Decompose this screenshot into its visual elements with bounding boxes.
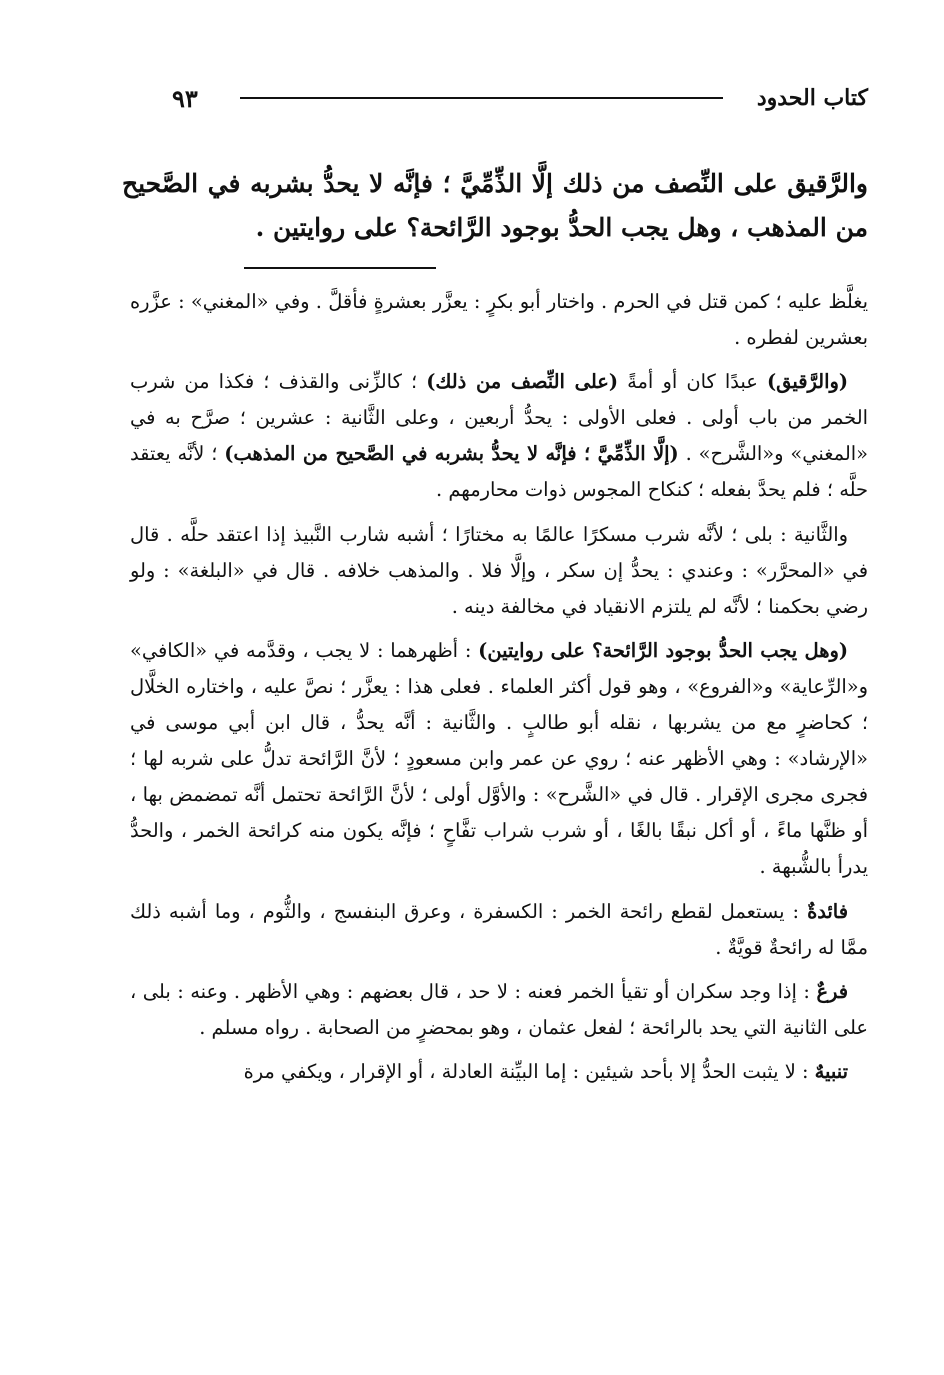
commentary-text: عبدًا كان أو أمةً [618,370,767,394]
commentary-paragraph [130,284,868,356]
commentary-paragraph [130,633,868,886]
note-text: : إذا وجد سكران أو تقيأ الخمر فعنه : لا حد ، قال بعضهم : وهي الأظهر . وعنه : بلى ، على الثانية التي يحد بالرائحة ؛ لفعل عثمان ، وهو بمحضرٍ من الصحابة . رواه مسلم . [130,979,868,1039]
note-paragraph [130,894,868,966]
commentary-text: ؛ كالزِّنى والقذف ؛ فكذا من شرب الخمر من باب أولى . فعلى الأولى : يحدُّ أربعين ، وعلى الثَّانية : عشرين ؛ صرَّح به في «المغني» و«الشَّرح» . [130,370,868,466]
commentary-text: : أظهرهما : لا يجب ، وقدَّمه في «الكافي» و«الرِّعاية» و«الفروع» ، وهو قول أكثر العلماء . فعلى هذا : يعزَّر ؛ نصَّ عليه ، واختاره الخلَّال ؛ كحاضرٍ مع من يشربها ، نقله أبو طالبٍ . والثَّانية : أنَّه يحدُّ ، قال ابن أبي موسى في «الإرشاد» : وهي الأظهر عنه ؛ روي عن عمر وابن مسعودٍ ؛ لأنَّ الرَّائحة تدلُّ على شربه لها ؛ فجرى مجرى الإقرار . قال في «الشَّرح» : والأوَّل أولى ؛ لأنَّ الرَّائحة تحتمل أنَّه تمضمض بها ، أو ظنَّها ماءً ، أو أكل نبقًا بالغًا ، أو شرب شراب تفَّاحٍ ؛ فإنَّه يكون منه كرائحة الخمر ، والحدُّ يدرأ بالشُّبهة . [130,638,868,879]
note-heading: فرعٌ [816,979,848,1003]
note-paragraph [130,1054,868,1090]
commentary [130,284,868,1098]
quoted-matn: (على النِّصف من ذلك) [426,370,618,394]
quoted-matn: (وهل يجب الحدُّ بوجود الرَّائحة؟ على روايتين) [478,638,848,662]
commentary-paragraph [130,364,868,508]
matn-text: والرَّقيق على النِّصف من ذلك إلَّا الذِّمِّيَّ ؛ فإنَّه لا يحدُّ بشربه في الصَّحيح من المذهب ، وهل يجب الحدُّ بوجود الرَّائحة؟ على روايتين . [122,169,868,242]
page-number: ٩٣ [172,83,198,113]
matn-separator [244,267,436,269]
note-text: : يستعمل لقطع رائحة الخمر : الكسفرة ، وعرق البنفسج ، والثُّوم ، وما أشبه ذلك ممَّا له رائحةٌ قويَّةٌ . [130,899,868,959]
running-header [172,78,868,118]
commentary-text: ؛ لأنَّه يعتقد حلَّه ؛ فلم يحدَّ بفعله ؛ كنكاح المجوس ذوات محارمهم . [130,442,868,502]
quoted-matn: (والرَّقيق) [767,370,848,394]
note-heading: تنبيهٌ [814,1059,848,1083]
quoted-matn: (إلَّا الذِّمِّيَّ ؛ فإنَّه لا يحدُّ بشربه في الصَّحيح من المذهب) [224,442,679,466]
note-paragraph [130,974,868,1046]
commentary-text: والثَّانية : بلى ؛ لأنَّه شرب مسكرًا عالمًا به مختارًا ؛ أشبه شارب النَّبيذ إذا اعتقد حلَّه . قال في «المحرَّر» : وعندي : يحدُّ إن سكر ، وإلَّا فلا . والمذهب خلافه . قال في «البلغة» : ولو رضي بحكمنا ؛ لأنَّه لم يلتزم الانقياد في مخالفة دينه . [130,522,868,618]
header-rule [240,97,723,99]
commentary-paragraph [130,517,868,625]
note-heading: فائدةٌ [807,899,848,923]
chapter-title: كتاب الحدود [756,85,868,111]
note-text: : لا يثبت الحدُّ إلا بأحد شيئين : إما البيِّنة العادلة ، أو الإقرار ، ويكفي مرة [243,1059,815,1083]
commentary-text: يغلَّظ عليه ؛ كمن قتل في الحرم . واختار أبو بكرٍ : يعزَّر بعشرةٍ فأقلَّ . وفي «المغني» : عزَّره بعشرين لفطره . [130,290,868,350]
